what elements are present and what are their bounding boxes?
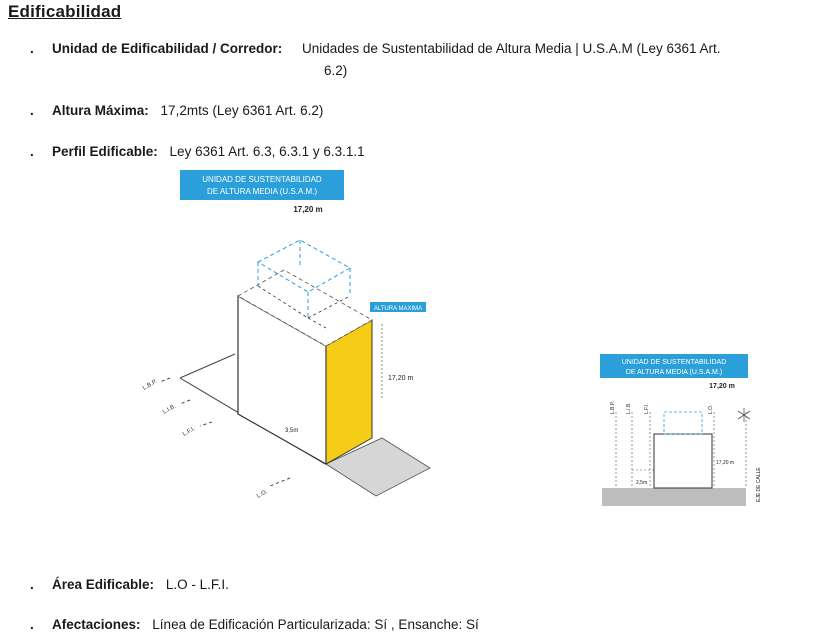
banner-line2: DE ALTURA MEDIA (U.S.A.M.) [625, 369, 723, 376]
item-label: Perfil Edificable: [52, 144, 158, 159]
line-label-lo: L.O. [256, 488, 269, 500]
item-value: L.O - L.F.I. [165, 577, 229, 592]
section-title: Edificabilidad [8, 2, 122, 21]
banner-height: 17,20 m [709, 383, 735, 390]
banner-height: 17,20 m [293, 205, 323, 214]
altura-maxima-tag-text: ALTURA MAXIMA [373, 306, 423, 312]
item-label: Afectaciones: [52, 617, 141, 632]
item-value: Línea de Edificación Particularizada: Sí , Ensanche: Sí [152, 617, 479, 632]
perfil-diagram-isometric [140, 168, 440, 508]
depth-label: 2,5m [636, 480, 648, 486]
section-building [654, 434, 712, 488]
perfil-diagram-section [598, 352, 768, 512]
banner-line1: UNIDAD DE SUSTENTABILIDAD [202, 175, 322, 184]
line-label-lfi: L.F.I. [182, 426, 197, 438]
line-label-lbp: L.B.P. [610, 401, 616, 414]
ground [602, 488, 746, 506]
bullet: . [30, 41, 34, 56]
banner-line1: UNIDAD DE SUSTENTABILIDAD [621, 359, 727, 366]
depth-label: 3,5m [285, 428, 299, 434]
item-label: Altura Máxima: [52, 103, 149, 118]
item-value: Ley 6361 Art. 6.3, 6.3.1 y 6.3.1.1 [169, 144, 365, 159]
item-label: Unidad de Edificabilidad / Corredor: [52, 41, 283, 56]
line-label-lib: L.I.B. [162, 403, 178, 416]
line-label-lbp: L.B.P. [142, 378, 159, 392]
banner-line2: DE ALTURA MEDIA (U.S.A.M.) [206, 187, 318, 196]
bullet: . [30, 103, 34, 118]
height-label: 17,20 m [716, 460, 735, 466]
axis-label: EJE DE CALLE [756, 467, 762, 502]
bullet: . [30, 617, 34, 632]
item-value: 17,2mts (Ley 6361 Art. 6.2) [160, 103, 324, 118]
item-label: Área Edificable: [52, 577, 155, 592]
line-label-lo: L.O. [708, 404, 714, 414]
line-label-lfi: L.F.I. [644, 403, 650, 414]
bullet: . [30, 144, 34, 159]
bullet: . [30, 577, 34, 592]
item-value: Unidades de Sustentabilidad de Altura Media | U.S.A.M (Ley 6361 Art. [302, 41, 721, 56]
height-label: 17,20 m [388, 375, 414, 382]
asterisk-icon [738, 408, 750, 422]
item-value-continuation: 6.2) [324, 63, 348, 78]
line-label-lib: L.I.B. [626, 402, 632, 414]
